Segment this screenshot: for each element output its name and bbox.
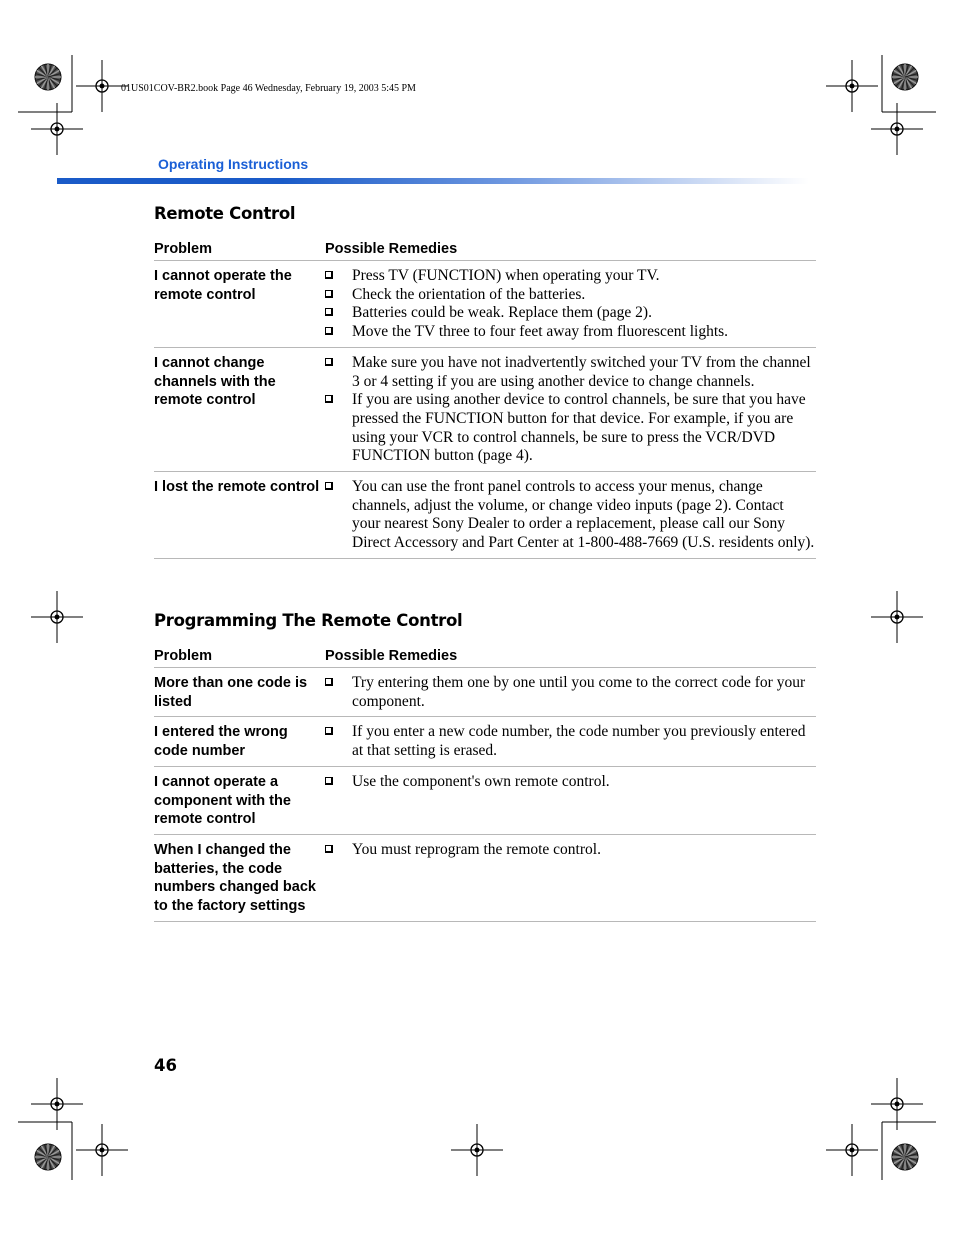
registration-mark-icon bbox=[871, 591, 923, 643]
remedies-list bbox=[325, 478, 816, 553]
registration-mark-icon bbox=[826, 1124, 878, 1176]
table-header-row bbox=[154, 647, 816, 668]
remedies-list bbox=[325, 723, 816, 760]
remedies-column-header: Possible Remedies bbox=[325, 647, 816, 668]
remedies-list bbox=[325, 674, 816, 711]
registration-mark-icon bbox=[871, 103, 923, 155]
table-header-row bbox=[154, 240, 816, 261]
color-star-target-icon bbox=[892, 64, 918, 90]
remedies-list bbox=[325, 841, 816, 860]
problem-cell: I entered the wrong code number bbox=[154, 717, 325, 766]
checkbox-bullet-icon bbox=[325, 727, 333, 735]
remedies-cell bbox=[325, 472, 816, 559]
page-number: 46 bbox=[154, 1056, 177, 1075]
problem-column-header: Problem bbox=[154, 240, 325, 261]
remedy-text: You must reprogram the remote control. bbox=[352, 840, 601, 858]
table-row bbox=[154, 347, 816, 471]
remedies-list bbox=[325, 354, 816, 466]
remedy-text: You can use the front panel controls to access your menus, change channels, adjust the volume, or change video inputs (page 2). Contact your nearest Sony Dealer to order a replacement, please call our Sony Direct Accessory and Part Center at 1-800-488-7669 (U.S. residents only). bbox=[352, 478, 815, 552]
remedy-text: Use the component's own remote control. bbox=[352, 772, 610, 790]
remedies-column-header: Possible Remedies bbox=[325, 240, 816, 261]
remedies-list bbox=[325, 773, 816, 792]
checkbox-bullet-icon bbox=[325, 777, 333, 785]
registration-mark-icon bbox=[826, 60, 878, 112]
checkbox-bullet-icon bbox=[325, 678, 333, 686]
programming-remote-table bbox=[154, 647, 816, 922]
table-row bbox=[154, 717, 816, 766]
problem-cell: I cannot change channels with the remote control bbox=[154, 347, 325, 471]
section-label: Operating Instructions bbox=[158, 156, 309, 172]
problem-cell: I cannot operate the remote control bbox=[154, 261, 325, 348]
checkbox-bullet-icon bbox=[325, 290, 333, 298]
checkbox-bullet-icon bbox=[325, 482, 333, 490]
header-gradient-bar bbox=[57, 178, 809, 184]
table-row bbox=[154, 766, 816, 834]
remedy-item bbox=[325, 354, 816, 391]
table-row bbox=[154, 261, 816, 348]
remedy-text: Batteries could be weak. Replace them (page 2). bbox=[352, 304, 652, 322]
remedy-item bbox=[325, 773, 816, 792]
checkbox-bullet-icon bbox=[325, 845, 333, 853]
remedy-text: Press TV (FUNCTION) when operating your TV. bbox=[352, 267, 660, 284]
checkbox-bullet-icon bbox=[325, 358, 333, 366]
remedies-cell bbox=[325, 347, 816, 471]
remote-control-table bbox=[154, 240, 816, 559]
remedy-item bbox=[325, 674, 816, 711]
problem-cell: More than one code is listed bbox=[154, 668, 325, 717]
remedies-cell bbox=[325, 717, 816, 766]
problem-cell: I cannot operate a component with the remote control bbox=[154, 766, 325, 834]
checkbox-bullet-icon bbox=[325, 308, 333, 316]
remedy-text: Move the TV three to four feet away from fluorescent lights. bbox=[352, 323, 729, 341]
remedy-item bbox=[325, 478, 816, 553]
table-row bbox=[154, 472, 816, 559]
problem-cell: When I changed the batteries, the code numbers changed back to the factory settings bbox=[154, 834, 325, 921]
registration-mark-icon bbox=[451, 1124, 503, 1176]
remedy-item bbox=[325, 723, 816, 760]
registration-mark-icon bbox=[76, 1124, 128, 1176]
remedy-text: If you enter a new code number, the code number you previously entered at that setting is erased. bbox=[352, 723, 806, 760]
remedy-text: Check the orientation of the batteries. bbox=[352, 285, 586, 303]
print-info: 01US01COV-BR2.book Page 46 Wednesday, February 19, 2003 5:45 PM bbox=[121, 83, 416, 94]
remedy-item bbox=[325, 323, 816, 342]
table-row bbox=[154, 668, 816, 717]
color-star-target-icon bbox=[35, 1144, 61, 1170]
remedy-text: If you are using another device to control channels, be sure that you have pressed the FUNCTION button for that device. For example, if you are using your VCR to control channels, be sure to press the VCR/DVD FUNCTION button (page 4). bbox=[352, 391, 806, 465]
checkbox-bullet-icon bbox=[325, 271, 333, 279]
remote-control-heading: Remote Control bbox=[154, 204, 296, 223]
registration-mark-icon bbox=[31, 591, 83, 643]
remedy-item bbox=[325, 391, 816, 466]
remedy-item bbox=[325, 267, 816, 286]
remedies-cell bbox=[325, 766, 816, 834]
registration-mark-icon bbox=[31, 103, 83, 155]
remedy-text: Try entering them one by one until you come to the correct code for your component. bbox=[352, 674, 806, 710]
remedies-cell bbox=[325, 668, 816, 717]
checkbox-bullet-icon bbox=[325, 395, 333, 403]
remedies-list bbox=[325, 267, 816, 342]
remedy-item bbox=[325, 286, 816, 305]
problem-column-header: Problem bbox=[154, 647, 325, 668]
remedies-cell bbox=[325, 261, 816, 348]
remedy-item bbox=[325, 304, 816, 323]
remedy-text: Make sure you have not inadvertently switched your TV from the channel 3 or 4 setting if you are using another device to change channels. bbox=[352, 353, 811, 390]
remedies-cell bbox=[325, 834, 816, 921]
color-star-target-icon bbox=[35, 64, 61, 90]
color-star-target-icon bbox=[892, 1144, 918, 1170]
table-row bbox=[154, 834, 816, 921]
problem-cell: I lost the remote control bbox=[154, 472, 325, 559]
checkbox-bullet-icon bbox=[325, 327, 333, 335]
programming-remote-heading: Programming The Remote Control bbox=[154, 611, 463, 630]
remedy-item bbox=[325, 841, 816, 860]
